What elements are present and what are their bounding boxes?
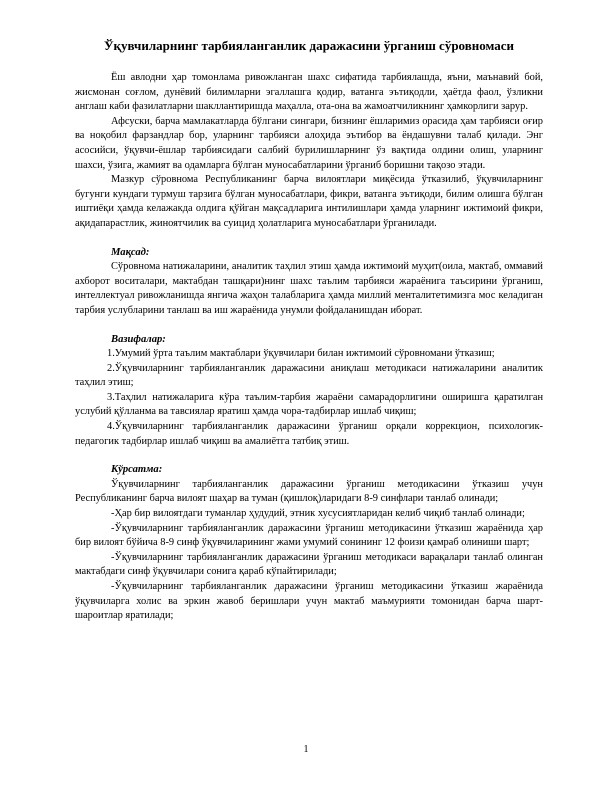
vazifa-item: 3.Таҳлил натижаларига кўра таълим-тарбия жараёни самарадорлигини оширишга қаратилган услубий қўлланма ва тавсиялар яратиш ҳамда чора-тадбирлар ишлаб чиқиш; xyxy=(75,391,543,418)
korsatma-item: -Ҳар бир вилоятдаги туманлар ҳудудий, этник хусусиятларидан келиб чиқиб танлаб олинади; xyxy=(111,508,525,520)
document-page xyxy=(75,30,543,624)
intro-paragraph: Ёш авлодни ҳар томонлама ривожланган шахс сифатида тарбиялашда, яъни, маънавий бой, жисмонан соғлом, дунёвий билимларни эгаллашга қодир, ватанга эътиқодли, ҳаётда фаол, ўзликни англаш каби фазилатларни шакллантиришда маҳалла, ота-она ва жамоатчиликнинг ҳамкорлиги зарур. xyxy=(75,72,543,113)
korsatma-heading: Кўрсатма: xyxy=(111,464,163,476)
page-number: 1 xyxy=(303,744,309,755)
vazifa-item: 2.Ўқувчиларнинг тарбияланганлик даражасини аниқлаш методикаси натижаларини аналитик таҳлил этиш; xyxy=(75,362,543,389)
korsatma-item: -Ўқувчиларнинг тарбияланганлик даражасини ўрганиш методикаси варақалари танлаб олинган мактабдаги синф ўқувчилари сонига қараб кўпайтирилади; xyxy=(75,551,543,578)
maqsad-text: Сўровнома натижаларини, аналитик таҳлил этиш ҳамда ижтимоий муҳит(оила, мактаб, оммавий ахборот воситалари, мактабдан ташқари)нинг шахс таълим тарбияси жараёнига таъсирини ўрганиш, интеллектуал ривожланишда янгича жаҳон талабларига ҳамда миллий менталитетимизга мос келадиган тарбия услубларини танлаш ва иш жараёнида унумли фойдаланишдан иборат. xyxy=(75,261,543,316)
vazifalar-heading: Вазифалар: xyxy=(111,333,166,345)
korsatma-item: Ўқувчиларнинг тарбияланганлик даражасини ўрганиш методикасини ўтказиш учун Республиканинг барча вилоят шаҳар ва туман (қишлоқ)ларидаги 8-9 синфлари танлаб олинади; xyxy=(75,478,543,505)
vazifa-item: 4.Ўқувчиларнинг тарбияланганлик даражасини ўрганиш орқали коррекцион, психологик-педагогик тадбирлар ишлаб чиқиш ва амалиётга татбиқ этиш. xyxy=(75,421,543,447)
korsatma-item: -Ўқувчиларнинг тарбияланганлик даражасини ўрганиш методикасини ўтказиш жараёнида ўқувчиларга холис ва эркин жавоб беришлари учун мактаб маъмурияти томонидан барча шарт-шароитлар яратилади; xyxy=(75,581,543,622)
document-title: Ўқувчиларнинг тарбияланганлик даражасини ўрганиш сўровномаси xyxy=(103,38,515,53)
korsatma-item: -Ўқувчиларнинг тарбияланганлик даражасини ўрганиш методикасини ўтказиш жараёнида ҳар бир вилоят бўйича 8-9 синф ўқувчиларининг жами умумий сонининг 12 фоизи қамраб олиниши шарт; xyxy=(75,522,543,549)
maqsad-heading: Мақсад: xyxy=(111,246,150,258)
intro-paragraph: Мазкур сўровнома Республиканинг барча вилоятлари миқёсида ўтказилиб, ўқувчиларнинг бугунги кундаги турмуш тарзига бўлган муносабатлари, фикри, ватанга эътиқоди, билим олишга бўлган иштиёқи ҳамда келажакда олдига қўйган мақсадларига интилишлари ҳамда уларнинг ижтимоий фикри, ақидапарастлик, жиноятчилик ва суицид ҳолатларига муносабатлари ўрганилади. xyxy=(75,174,543,229)
intro-paragraph: Афсуски, барча мамлакатларда бўлгани сингари, бизнинг ёшларимиз орасида ҳам тарбияси оғир ва ноқобил фарзандлар бор, уларнинг тарбияси алоҳида эътибор ва ёндашувни талаб қилади. Энг асосийси, ўқувчи-ёшлар тарбиясидаги салбий бурилишларнинг ўз вақтида олдини олиш, уларнинг шахси, ўзига, жамият ва одамларга бўлган муносабатларини ўрганиб боришни тақозо этади. xyxy=(75,115,543,171)
vazifa-item: 1.Умумий ўрта таълим мактаблари ўқувчилари билан ижтимоий сўровномани ўтказиш; xyxy=(107,348,495,360)
